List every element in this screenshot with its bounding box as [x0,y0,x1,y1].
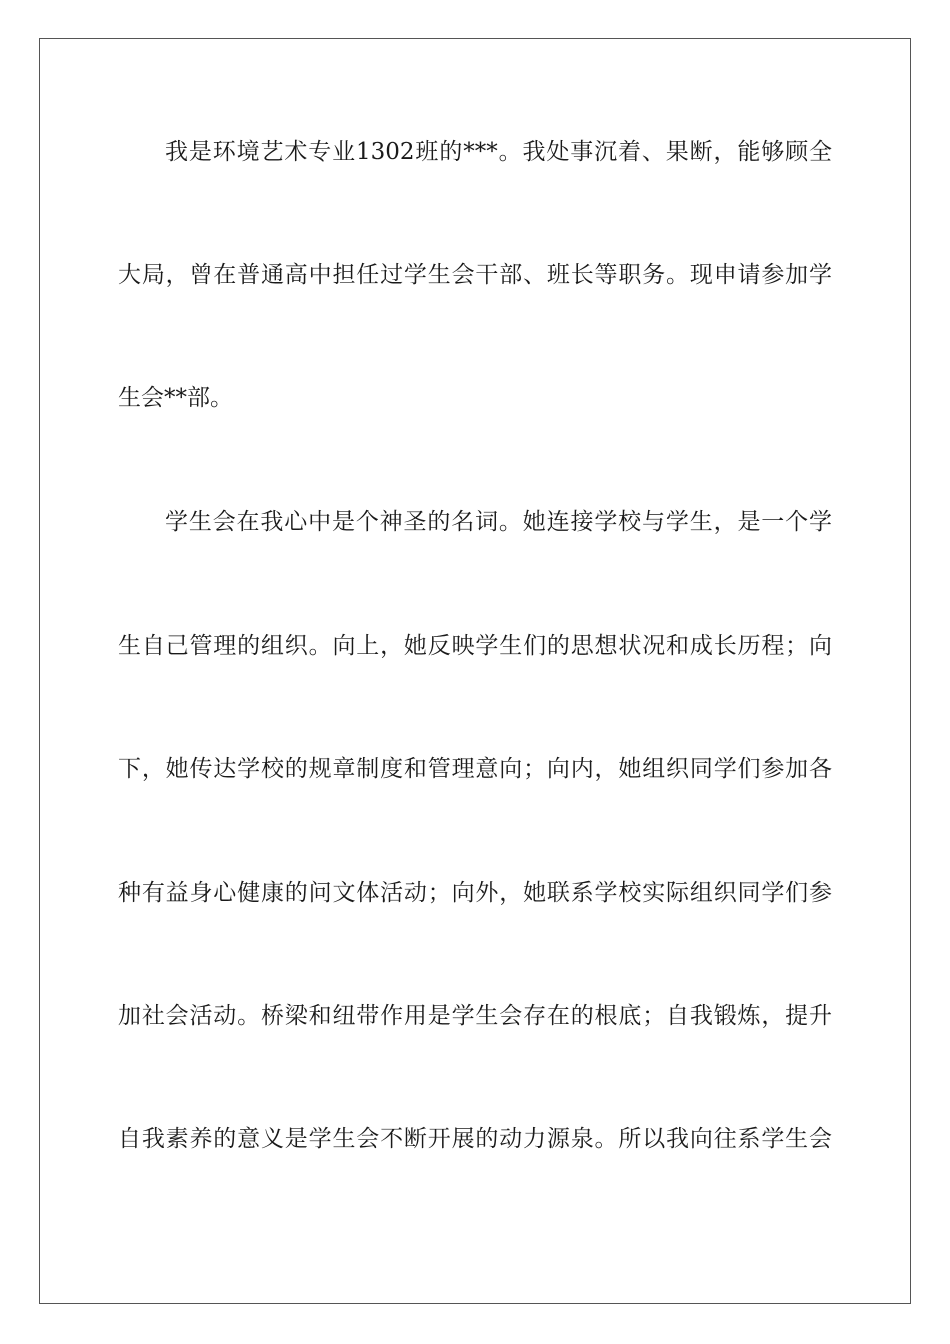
text-line: 自我素养的意义是学生会不断开展的动力源泉。所以我向往系学生会 [118,1126,832,1152]
text-line: 生自己管理的组织。向上，她反映学生们的思想状况和成长历程；向 [118,633,832,659]
text-line: 下，她传达学校的规章制度和管理意向；向内，她组织同学们参加各 [118,756,832,782]
text-line: 种有益身心健康的问文体活动；向外，她联系学校实际组织同学们参 [118,880,832,906]
text-line: 我是环境艺术专业1302班的***。我处事沉着、果断，能够顾全 [165,139,832,165]
text-line: 大局，曾在普通高中担任过学生会干部、班长等职务。现申请参加学 [118,262,832,288]
text-line: 学生会在我心中是个神圣的名词。她连接学校与学生，是一个学 [165,509,832,535]
text-line: 生会**部。 [118,385,233,411]
page-border [39,38,911,1304]
text-line: 加社会活动。桥梁和纽带作用是学生会存在的根底；自我锻炼，提升 [118,1003,832,1029]
